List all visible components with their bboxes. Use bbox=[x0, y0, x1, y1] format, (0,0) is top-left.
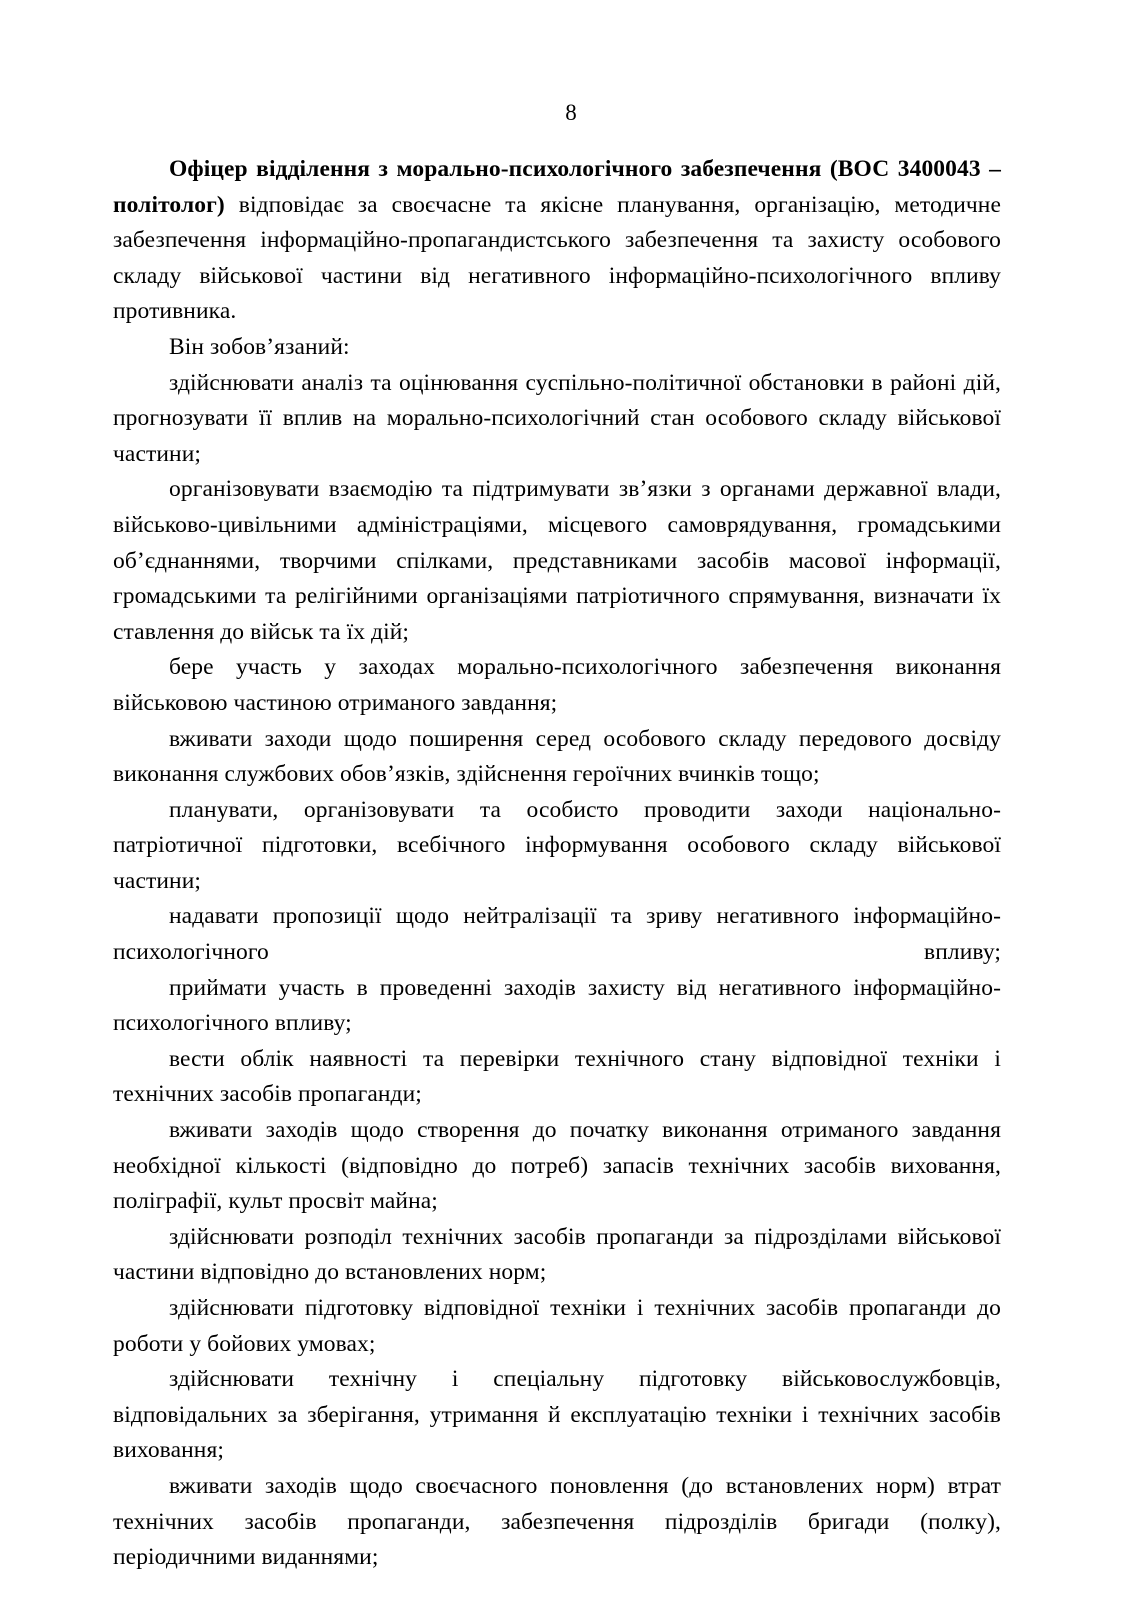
paragraph-duty-8: вести облік наявності та перевірки технічного стану відповідної техніки і технічних засобів пропаганди; bbox=[113, 1045, 1001, 1108]
document-body bbox=[113, 152, 1001, 1576]
paragraph-duty-5: планувати, організовувати та особисто проводити заходи національно-патріотичної підготовки, всебічного інформування особового складу військової частини; bbox=[113, 796, 1001, 894]
paragraph-intro bbox=[113, 152, 1001, 330]
paragraph-duty-7: приймати участь в проведенні заходів захисту від негативного інформаційно-психологічного впливу; bbox=[113, 974, 1001, 1037]
paragraph-duty-2: організовувати взаємодію та підтримувати зв’язки з органами державної влади, військово-цивільними адміністраціями, місцевого самоврядування, громадськими об’єднаннями, творчими спілками, представниками засобів масової інформації, громадськими та релігійними організаціями патріотичного спрямування, визначати їх ставлення до військ та їх дій; bbox=[113, 476, 1001, 645]
lead-heading-text: Офіцер відділення з морально-психологічного забезпечення (ВОС 3400043 – політолог) bbox=[113, 156, 1001, 218]
paragraph-duty-13: вживати заходів щодо своєчасного поновлення (до встановлених норм) втрат технічних засобів пропаганди, забезпечення підрозділів бригади (полку), періодичними виданнями; bbox=[113, 1472, 1001, 1571]
paragraph-duty-12: здійснювати технічну і спеціальну підготовку військовослужбовців, відповідальних за зберігання, утримання й експлуатацію техніки і технічних засобів виховання; bbox=[113, 1366, 1001, 1464]
paragraph-duty-3: бере участь у заходах морально-психологічного забезпечення виконання військовою частиною отриманого завдання; bbox=[113, 654, 1001, 716]
paragraph-intro-text: відповідає за своєчасне та якісне планування, організацію, методичне забезпечення інформаційно-пропагандистського забезпечення та захисту особового складу військової частини від негативного інформаційно-психологічного впливу противника. bbox=[113, 191, 1001, 325]
paragraph-duty-1: здійснювати аналіз та оцінювання суспільно-політичної обстановки в районі дій, прогнозувати її вплив на морально-психологічний стан особового складу військової частини; bbox=[113, 369, 1001, 467]
paragraph-duty-4: вживати заходи щодо поширення серед особового складу передового досвіду виконання службових обов’язків, здійснення героїчних вчинків тощо; bbox=[113, 725, 1001, 788]
paragraph-duty-10: здійснювати розподіл технічних засобів пропаганди за підрозділами військової частини відповідно до встановлених норм; bbox=[113, 1223, 1001, 1286]
paragraph-duty-intro: Він зобов’язаний: bbox=[169, 333, 350, 360]
page-number: 8 bbox=[565, 100, 577, 125]
paragraph-duty-9: вживати заходів щодо створення до початку виконання отриманого завдання необхідної кількості (відповідно до потреб) запасів технічних засобів виховання, поліграфії, культ просвіт майна; bbox=[113, 1117, 1001, 1215]
paragraph-duty-11: здійснювати підготовку відповідної техніки і технічних засобів пропаганди до роботи у бойових умовах; bbox=[113, 1295, 1001, 1357]
paragraph-duty-6: надавати пропозиції щодо нейтралізації та зриву негативного інформаційно-психологічного впливу; bbox=[113, 903, 1001, 966]
